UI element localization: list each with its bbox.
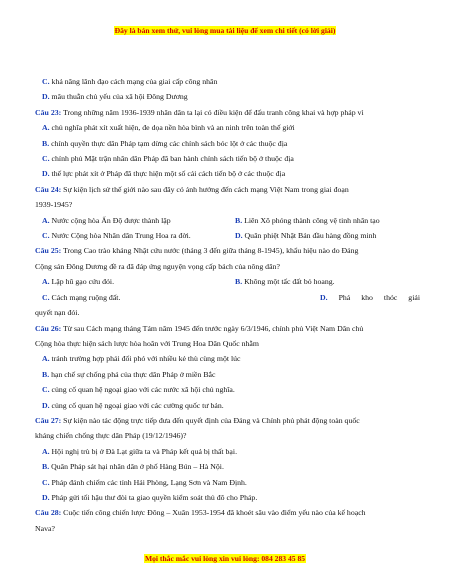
answer-text: Cách mạng ruộng đất. [49, 292, 121, 302]
answer-letter: D. [320, 292, 328, 302]
answer-option [35, 351, 420, 366]
question-28 [35, 505, 420, 520]
question-label: Câu 27: [35, 415, 62, 425]
answer-option [42, 290, 320, 305]
question-text-continued: Nava? [35, 523, 55, 533]
answer-option [35, 490, 420, 505]
answer-text: Phá kho thóc giải [327, 292, 420, 302]
answer-text: Pháp đánh chiếm các tỉnh Hải Phòng, Lạng Sơn và Nam Định. [49, 477, 247, 487]
answer-text: chủ nghĩa phát xít xuất hiện, đe dọa nền hòa bình và an ninh trên toàn thế giới [49, 123, 295, 133]
answer-text-continued: quyết nạn đói. [35, 308, 80, 318]
answer-letter: B. [235, 215, 243, 225]
answer-option [35, 444, 420, 459]
answer-option [235, 274, 335, 289]
question-24 [35, 182, 420, 197]
answer-letter: B. [42, 462, 50, 472]
question-text-continued: Cộng sản Đông Dương đề ra đã đáp ứng nguyện vọng cấp bách của nông dân? [35, 261, 280, 271]
answer-letter: C. [42, 77, 50, 86]
answer-letter: B. [42, 138, 50, 148]
answer-row [35, 228, 420, 243]
answer-option [235, 213, 380, 228]
answer-option [35, 74, 420, 89]
question-25 [35, 243, 420, 258]
answer-row [35, 290, 420, 305]
question-text: Sự kiện lịch sử thế giới nào sau đây có ảnh hưởng đến cách mạng Việt Nam trong giai đoạn [61, 184, 349, 194]
answer-option [35, 475, 420, 490]
question-label: Câu 24: [35, 184, 62, 194]
question-27 [35, 413, 420, 428]
answer-row [35, 213, 420, 228]
answer-option [35, 136, 420, 151]
question-text: Từ sau Cách mạng tháng Tám năm 1945 đến trước ngày 6/3/1946, chính phủ Việt Nam Dân chủ [61, 323, 364, 333]
preview-notice-text: Đây là bản xem thử, vui lòng mua tài liệu để xem chi tiết (có lời giải) [114, 26, 336, 35]
answer-option [42, 213, 235, 228]
answer-option [35, 120, 420, 135]
answer-option [42, 274, 235, 289]
answer-text: Liên Xô phóng thành công vệ tinh nhân tạo [242, 215, 380, 225]
answer-letter: D. [42, 92, 50, 102]
answer-text: chính phủ Mặt trận nhân dân Pháp đã ban hành chính sách tiến bộ ở thuộc địa [49, 154, 294, 164]
answer-letter: D. [235, 231, 243, 241]
question-text: Trong Cao trào kháng Nhật cứu nước (tháng 3 đến giữa tháng 8-1945), khẩu hiệu nào do Đảng [61, 246, 359, 256]
answer-letter: A. [42, 446, 50, 456]
answer-letter: B. [235, 277, 243, 287]
answer-option [35, 166, 420, 181]
answer-letter: C. [42, 385, 50, 395]
question-text-continued: kháng chiến chống thực dân Pháp (19/12/1946)? [35, 431, 187, 441]
answer-option [42, 228, 235, 243]
question-text: Trong những năm 1936-1939 nhân dân ta lại có điều kiện để đấu tranh công khai và hợp pháp vì [61, 107, 364, 117]
contact-text: Mọi thắc mắc vui lòng xin vui lòng: 084 283 45 85 [144, 554, 306, 563]
preview-notice-header [0, 26, 450, 35]
answer-text: tránh trường hợp phải đối phó với nhiều kẻ thù cùng một lúc [49, 354, 241, 364]
answer-text: Pháp gửi tối hậu thư đòi ta giao quyền kiểm soát thủ đô cho Pháp. [49, 492, 258, 502]
answer-letter: A. [42, 123, 50, 133]
question-label: Câu 23: [35, 107, 62, 117]
contact-footer [0, 554, 450, 563]
answer-text: Nước Cộng hòa Nhân dân Trung Hoa ra đời. [49, 231, 191, 241]
answer-text: thế lực phát xít ở Pháp đã thực hiện một số cải cách tiến bộ ở các thuộc địa [49, 169, 286, 179]
answer-option [35, 382, 420, 397]
answer-text: củng cố quan hệ ngoại giao với các cường quốc tư bản. [49, 400, 224, 410]
answer-option [235, 228, 376, 243]
answer-option [35, 151, 420, 166]
question-26 [35, 321, 420, 336]
answer-letter: A. [42, 215, 50, 225]
answer-text: chính quyền thực dân Pháp tạm dừng các chính sách bóc lột ở các thuộc địa [49, 138, 288, 148]
answer-text: củng cố quan hệ ngoại giao với các nước xã hội chủ nghĩa. [49, 385, 235, 395]
answer-letter: C. [42, 154, 50, 164]
answer-letter: C. [42, 231, 50, 241]
answer-letter: C. [42, 477, 50, 487]
question-text-continued: Cộng hòa thực hiện sách lược hòa hoãn với Trung Hoa Dân Quốc nhằm [35, 338, 259, 348]
answer-text: mâu thuẫn chủ yếu của xã hội Đông Dương [49, 92, 188, 102]
answer-text: Hội nghị trù bị ở Đà Lạt giữa ta và Pháp kết quả bị thất bại. [49, 446, 238, 456]
question-label: Câu 28: [35, 508, 62, 518]
question-text: Sự kiện nào tác động trực tiếp đưa đến quyết định của Đảng và Chính phủ phát động toàn quốc [61, 415, 360, 425]
answer-letter: A. [42, 277, 50, 287]
question-label: Câu 25: [35, 246, 62, 256]
answer-text: Nước cộng hòa Ấn Độ được thành lập [49, 215, 171, 225]
answer-letter: D. [42, 400, 50, 410]
answer-option [320, 290, 420, 305]
question-text-continued: 1939-1945? [35, 200, 73, 210]
answer-option [35, 89, 420, 104]
answer-text: khả năng lãnh đạo cách mạng của giai cấp công nhân [49, 77, 218, 86]
answer-option [35, 459, 420, 474]
answer-row [35, 274, 420, 289]
answer-text: Quân Pháp sát hại nhân dân ở phố Hàng Bún – Hà Nội. [49, 462, 224, 472]
answer-letter: C. [42, 292, 50, 302]
question-list [35, 74, 420, 536]
answer-letter: D. [42, 492, 50, 502]
answer-text: Không một tấc đất bỏ hoang. [242, 277, 335, 287]
question-text: Cuộc tiến công chiến lược Đông – Xuân 1953-1954 đã khoét sâu vào điểm yếu nào của kế hoạch [61, 508, 366, 518]
answer-text: Quân phiệt Nhật Bản đầu hàng đồng minh [242, 231, 377, 241]
question-23 [35, 105, 420, 120]
question-label: Câu 26: [35, 323, 62, 333]
answer-option [35, 367, 420, 382]
answer-letter: A. [42, 354, 50, 364]
answer-letter: B. [42, 369, 50, 379]
answer-text: hạn chế sự chống phá của thực dân Pháp ở miền Bắc [49, 369, 216, 379]
answer-text: Lập hũ gạo cứu đói. [49, 277, 115, 287]
answer-option [35, 398, 420, 413]
answer-letter: D. [42, 169, 50, 179]
